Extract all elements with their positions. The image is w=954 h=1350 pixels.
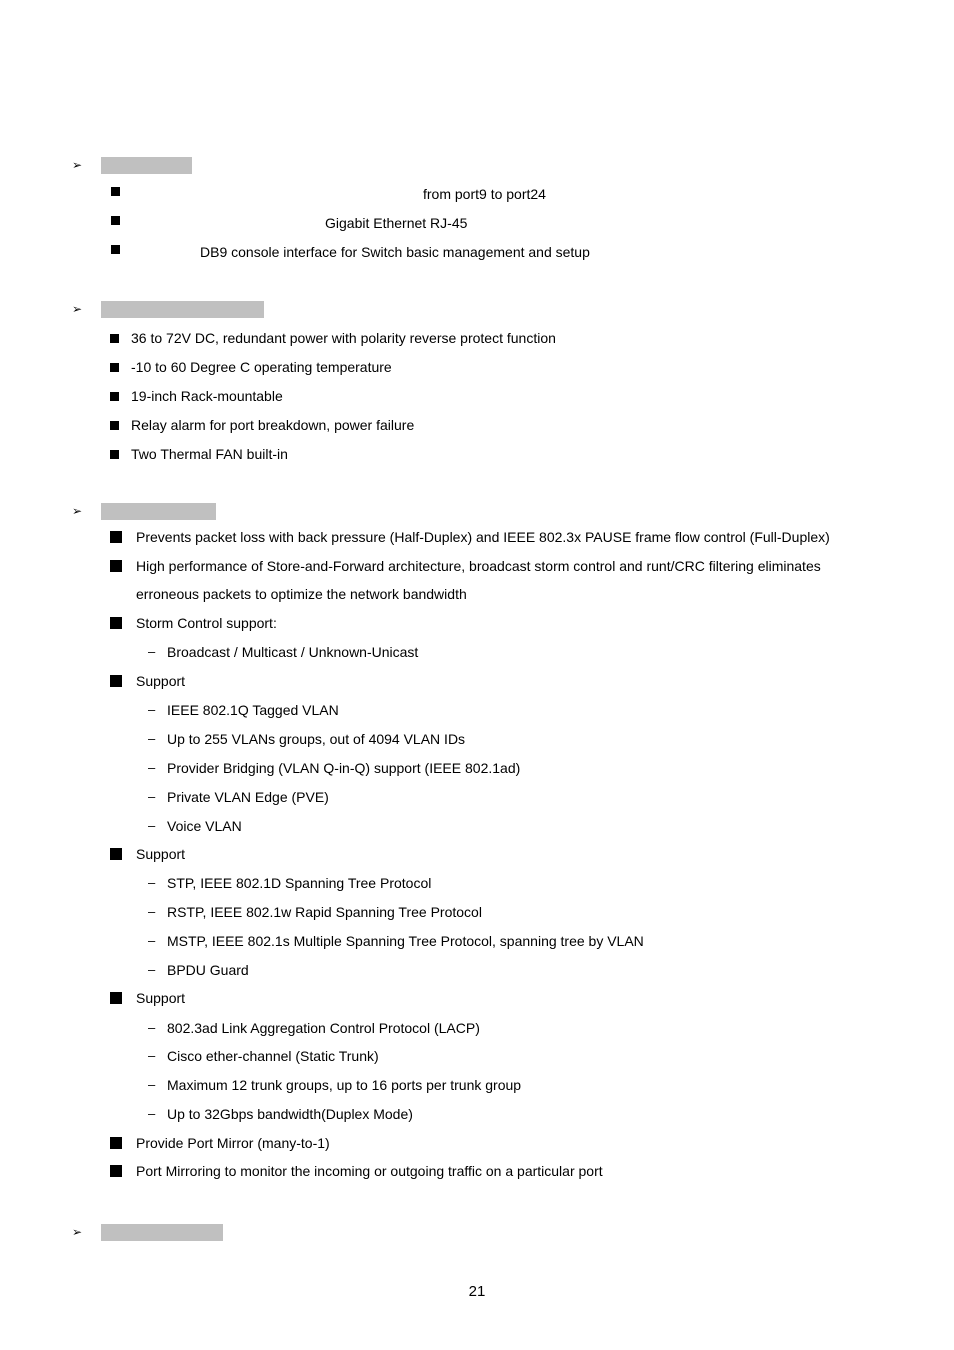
list-item: -10 to 60 Degree C operating temperature	[131, 359, 392, 375]
bullet-square	[110, 992, 122, 1004]
list-item: Support	[136, 990, 186, 1006]
bullet-square	[110, 560, 122, 572]
dash-bullet: –	[148, 789, 156, 804]
dash-bullet: –	[148, 760, 156, 775]
bullet-square	[110, 675, 122, 687]
sub-item: IEEE 802.1Q Tagged VLAN	[167, 702, 339, 718]
dash-bullet: –	[148, 1106, 156, 1121]
bullet-square	[110, 1165, 122, 1177]
sub-item: Private VLAN Edge (PVE)	[167, 789, 329, 805]
sub-item: Up to 32Gbps bandwidth(Duplex Mode)	[167, 1106, 413, 1122]
dash-bullet: –	[148, 1048, 156, 1063]
sub-item: RSTP, IEEE 802.1w Rapid Spanning Tree Protocol	[167, 904, 482, 920]
bullet-square	[110, 421, 119, 430]
list-item-continuation: erroneous packets to optimize the network bandwidth	[136, 586, 467, 602]
bullet-square	[110, 363, 119, 372]
list-item: Storm Control support:	[136, 615, 277, 631]
list-item: Support	[136, 846, 186, 862]
bullet-square	[110, 334, 119, 343]
section1-arrow: ➢	[72, 158, 83, 172]
dash-bullet: –	[148, 904, 156, 919]
bullet-square	[110, 392, 119, 401]
dash-bullet: –	[148, 731, 156, 746]
sub-item: Cisco ether-channel (Static Trunk)	[167, 1048, 379, 1064]
section4-heading-redacted	[101, 1224, 223, 1241]
bullet-square	[110, 1137, 122, 1149]
dash-bullet: –	[148, 644, 156, 659]
section3-heading-redacted	[101, 503, 216, 520]
bullet-square	[110, 617, 122, 629]
list-item: from port9 to port24	[423, 186, 546, 202]
page-number: 21	[468, 1283, 486, 1300]
bullet-square	[111, 187, 120, 196]
section2-arrow: ➢	[72, 302, 83, 316]
sub-item: STP, IEEE 802.1D Spanning Tree Protocol	[167, 875, 432, 891]
bullet-square	[110, 450, 119, 459]
list-item: Port Mirroring to monitor the incoming or outgoing traffic on a particular port	[136, 1163, 603, 1179]
sub-item: BPDU Guard	[167, 962, 249, 978]
section3-arrow: ➢	[72, 504, 83, 518]
sub-item: MSTP, IEEE 802.1s Multiple Spanning Tree Protocol, spanning tree by VLAN	[167, 933, 644, 949]
list-item: Support	[136, 673, 186, 689]
dash-bullet: –	[148, 933, 156, 948]
list-item: Provide Port Mirror (many-to-1)	[136, 1135, 330, 1151]
sub-item: Broadcast / Multicast / Unknown-Unicast	[167, 644, 419, 660]
section2-heading-redacted	[101, 301, 264, 318]
list-item: Prevents packet loss with back pressure (Half-Duplex) and IEEE 802.3x PAUSE frame flow control (Full-Duplex)	[136, 529, 830, 545]
dash-bullet: –	[148, 962, 156, 977]
dash-bullet: –	[148, 1077, 156, 1092]
section1-heading-redacted	[101, 157, 192, 174]
list-item: Relay alarm for port breakdown, power failure	[131, 417, 415, 433]
list-item: 36 to 72V DC, redundant power with polarity reverse protect function	[131, 330, 556, 346]
bullet-square	[110, 531, 122, 543]
sub-item: Maximum 12 trunk groups, up to 16 ports per trunk group	[167, 1077, 522, 1093]
dash-bullet: –	[148, 818, 156, 833]
bullet-square	[110, 848, 122, 860]
bullet-square	[111, 245, 120, 254]
dash-bullet: –	[148, 702, 156, 717]
sub-item: Provider Bridging (VLAN Q-in-Q) support (IEEE 802.1ad)	[167, 760, 521, 776]
list-item: High performance of Store-and-Forward architecture, broadcast storm control and runt/CRC filtering eliminates	[136, 558, 821, 574]
section4-arrow: ➢	[72, 1225, 83, 1239]
dash-bullet: –	[148, 875, 156, 890]
sub-item: 802.3ad Link Aggregation Control Protocol (LACP)	[167, 1020, 480, 1036]
sub-item: Voice VLAN	[167, 818, 242, 834]
list-item: 19-inch Rack-mountable	[131, 388, 283, 404]
dash-bullet: –	[148, 1020, 156, 1035]
list-item: Gigabit Ethernet RJ-45	[325, 215, 468, 231]
list-item: DB9 console interface for Switch basic management and setup	[200, 244, 590, 260]
bullet-square	[111, 216, 120, 225]
list-item: Two Thermal FAN built-in	[131, 446, 288, 462]
sub-item: Up to 255 VLANs groups, out of 4094 VLAN IDs	[167, 731, 466, 747]
